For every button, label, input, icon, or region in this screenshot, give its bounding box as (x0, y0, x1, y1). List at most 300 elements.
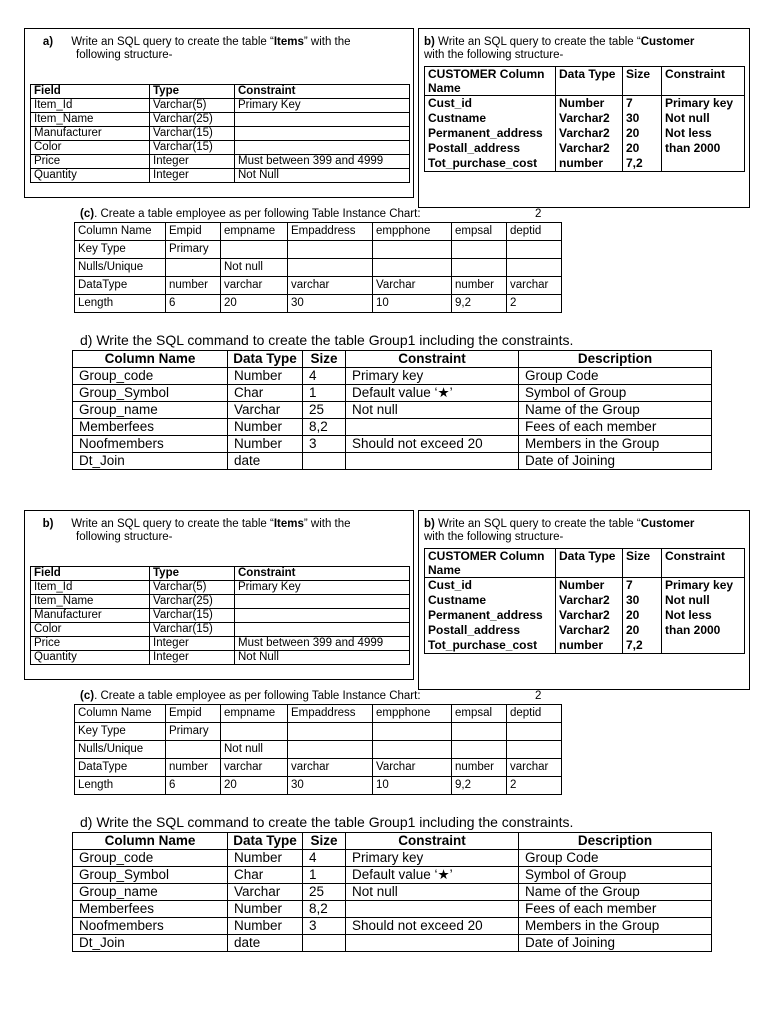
table-cell: Date of Joining (519, 453, 712, 470)
table-cell: 8,2 (303, 901, 346, 918)
header-cell: Constraint (346, 351, 519, 368)
table-cell: Varchar2 (556, 623, 623, 638)
employee-question-text: (c). Create a table employee as per following Table Instance Chart: 2 (80, 690, 542, 702)
table-cell: Varchar2 (556, 593, 623, 608)
items-question-text: a) Write an SQL query to create the table “Items” with the following structure- (28, 36, 413, 62)
table-row (75, 741, 562, 759)
table-cell: Not null (662, 593, 745, 608)
table-row (31, 651, 410, 665)
question-label: b) (42, 518, 54, 530)
table-cell: Primary (166, 241, 221, 259)
header-cell: Constraint (662, 549, 745, 578)
table-cell: Manufacturer (31, 609, 150, 623)
table-cell: empsal (452, 223, 507, 241)
header-cell: Size (623, 549, 662, 578)
table-cell: 7 (623, 96, 662, 112)
table-cell: Memberfees (73, 419, 228, 436)
table-cell: Not null (221, 259, 288, 277)
table-cell: Manufacturer (31, 127, 150, 141)
table-cell: 2 (507, 295, 562, 313)
table-cell: varchar (288, 759, 373, 777)
table-cell (346, 901, 519, 918)
table-row (73, 453, 712, 470)
table-cell: Dt_Join (73, 453, 228, 470)
table-cell: 20 (221, 777, 288, 795)
table-cell: Varchar2 (556, 141, 623, 156)
table-header-row (31, 85, 410, 99)
table-cell: 6 (166, 295, 221, 313)
table-row (425, 593, 745, 608)
table-cell: Number (228, 850, 303, 867)
table-cell: empphone (373, 705, 452, 723)
question-block-2 (0, 510, 768, 1006)
table-cell: 20 (623, 126, 662, 141)
table-cell: Varchar (228, 402, 303, 419)
customer-question-text: b) Write an SQL query to create the table “Customer with the following structure- (424, 36, 695, 61)
table-cell (166, 741, 221, 759)
table-cell: Empid (166, 705, 221, 723)
table-cell: varchar (288, 277, 373, 295)
table-cell: Fees of each member (519, 901, 712, 918)
table-cell: Memberfees (73, 901, 228, 918)
table-cell: Number (228, 368, 303, 385)
header-cell: Field (31, 567, 150, 581)
table-cell: number (166, 277, 221, 295)
header-cell: Size (623, 67, 662, 96)
header-cell: Type (150, 85, 235, 99)
group-question-text: d) Write the SQL command to create the table Group1 including the constraints. (80, 332, 574, 348)
items-table (30, 566, 410, 665)
table-cell: 25 (303, 884, 346, 901)
header-cell: Constraint (235, 567, 410, 581)
table-cell: Name of the Group (519, 402, 712, 419)
table-cell (373, 259, 452, 277)
table-row (425, 156, 745, 172)
table-cell: than 2000 (662, 141, 745, 156)
table-header-row (73, 833, 712, 850)
table-cell: Empaddress (288, 705, 373, 723)
table-cell (288, 741, 373, 759)
table-cell: Color (31, 141, 150, 155)
header-cell: Column Name (73, 833, 228, 850)
table-cell: Column Name (75, 223, 166, 241)
table-cell: Permanent_address (425, 608, 556, 623)
table-cell: Nulls/Unique (75, 741, 166, 759)
table-cell: Group_name (73, 884, 228, 901)
table-row (73, 901, 712, 918)
table-header-row (31, 567, 410, 581)
employee-question-text: (c). Create a table employee as per following Table Instance Chart: 2 (80, 208, 542, 220)
table-cell: Varchar2 (556, 111, 623, 126)
table-cell: Key Type (75, 241, 166, 259)
table-cell: Integer (150, 169, 235, 183)
table-cell: date (228, 453, 303, 470)
header-cell: Description (519, 833, 712, 850)
header-cell: CUSTOMER Column Name (425, 549, 556, 578)
table-cell: 7,2 (623, 638, 662, 654)
table-header-row (425, 549, 745, 578)
table-cell: Cust_id (425, 578, 556, 594)
table-cell: Number (228, 901, 303, 918)
header-cell: Data Type (228, 351, 303, 368)
table-cell: Primary key (346, 850, 519, 867)
header-cell: Field (31, 85, 150, 99)
table-cell: 9,2 (452, 777, 507, 795)
table-cell (373, 723, 452, 741)
table-cell: Name of the Group (519, 884, 712, 901)
table-cell: 20 (221, 295, 288, 313)
table-cell: Primary key (662, 578, 745, 594)
table-row (425, 111, 745, 126)
table-cell: Postall_address (425, 623, 556, 638)
table-cell: Group Code (519, 850, 712, 867)
customer-table (424, 66, 745, 172)
table-row (73, 419, 712, 436)
table-cell: Must between 399 and 4999 (235, 155, 410, 169)
table-row (425, 578, 745, 594)
marks-label: 2 (535, 208, 542, 220)
table-cell: 7 (623, 578, 662, 594)
table-cell: Noofmembers (73, 918, 228, 935)
table-cell: 20 (623, 623, 662, 638)
table-cell: 20 (623, 608, 662, 623)
table-cell: deptid (507, 223, 562, 241)
header-cell: Data Type (556, 549, 623, 578)
question-label: a) (42, 36, 54, 48)
table-cell: Group Code (519, 368, 712, 385)
table-header-row (425, 67, 745, 96)
table-cell: Price (31, 637, 150, 651)
table-cell: Default value ‘★’ (346, 867, 519, 884)
table-cell: Item_Name (31, 113, 150, 127)
table-cell: Noofmembers (73, 436, 228, 453)
table-cell: Custname (425, 111, 556, 126)
table-cell: Char (228, 867, 303, 884)
table-row (31, 623, 410, 637)
table-cell: 30 (288, 295, 373, 313)
table-cell (346, 453, 519, 470)
header-cell: Data Type (556, 67, 623, 96)
table-cell: Integer (150, 637, 235, 651)
table-cell (452, 241, 507, 259)
table-cell: empname (221, 223, 288, 241)
table-cell: Item_Id (31, 581, 150, 595)
table-row (425, 126, 745, 141)
table-cell: 20 (623, 141, 662, 156)
table-cell: empphone (373, 223, 452, 241)
table-cell: Group_Symbol (73, 867, 228, 884)
table-cell: Varchar(25) (150, 113, 235, 127)
table-cell: 7,2 (623, 156, 662, 172)
table-cell: empsal (452, 705, 507, 723)
table-row (75, 295, 562, 313)
table-row (73, 436, 712, 453)
table-row (75, 723, 562, 741)
table-cell: 8,2 (303, 419, 346, 436)
table-header-row (73, 351, 712, 368)
table-row (73, 402, 712, 419)
table-cell: Varchar (373, 277, 452, 295)
table-cell: 2 (507, 777, 562, 795)
table-cell (235, 609, 410, 623)
employee-table (74, 222, 562, 313)
table-row (31, 99, 410, 113)
table-header-row (75, 705, 562, 723)
table-cell: Primary (166, 723, 221, 741)
table-cell: Key Type (75, 723, 166, 741)
table-cell: Cust_id (425, 96, 556, 112)
header-cell: CUSTOMER Column Name (425, 67, 556, 96)
question-block-1 (0, 28, 768, 524)
table-cell: DataType (75, 277, 166, 295)
table-cell: Nulls/Unique (75, 259, 166, 277)
table-row (75, 759, 562, 777)
header-cell: Type (150, 567, 235, 581)
table-row (73, 935, 712, 952)
table-cell: deptid (507, 705, 562, 723)
table-cell: Group_Symbol (73, 385, 228, 402)
table-cell (507, 723, 562, 741)
table-cell: 10 (373, 777, 452, 795)
customer-table (424, 548, 745, 654)
table-cell: Not null (221, 741, 288, 759)
table-cell: Integer (150, 155, 235, 169)
table-row (73, 867, 712, 884)
table-cell: Tot_purchase_cost (425, 638, 556, 654)
table-row (31, 609, 410, 623)
table-cell: Varchar (373, 759, 452, 777)
header-cell: Data Type (228, 833, 303, 850)
table-cell: Primary key (662, 96, 745, 112)
table-cell: Item_Id (31, 99, 150, 113)
table-cell: Number (228, 918, 303, 935)
table-cell: 10 (373, 295, 452, 313)
table-row (425, 623, 745, 638)
table-cell: Number (228, 419, 303, 436)
table-cell: Column Name (75, 705, 166, 723)
table-cell (235, 595, 410, 609)
table-cell: number (166, 759, 221, 777)
header-cell: Constraint (235, 85, 410, 99)
table-cell: Quantity (31, 651, 150, 665)
table-cell: Group_code (73, 850, 228, 867)
employee-table (74, 704, 562, 795)
table-cell: Permanent_address (425, 126, 556, 141)
table-cell: Varchar (228, 884, 303, 901)
table-cell: Not null (346, 402, 519, 419)
table-cell: Integer (150, 651, 235, 665)
table-cell: varchar (221, 277, 288, 295)
table-cell (346, 935, 519, 952)
table-cell: 3 (303, 436, 346, 453)
table-cell: 30 (288, 777, 373, 795)
table-cell: Should not exceed 20 (346, 918, 519, 935)
table-cell: Varchar(25) (150, 595, 235, 609)
group-table (72, 350, 712, 470)
table-row (31, 169, 410, 183)
table-cell: 1 (303, 385, 346, 402)
group-question-text: d) Write the SQL command to create the table Group1 including the constraints. (80, 814, 574, 830)
table-row (73, 368, 712, 385)
items-question-text: b) Write an SQL query to create the table “Items” with the following structure- (28, 518, 413, 544)
table-row (73, 884, 712, 901)
table-cell (235, 141, 410, 155)
table-cell: Empid (166, 223, 221, 241)
table-cell (662, 638, 745, 654)
table-row (31, 637, 410, 651)
table-row (31, 595, 410, 609)
table-cell (452, 259, 507, 277)
table-cell: Custname (425, 593, 556, 608)
table-row (73, 850, 712, 867)
header-cell: Description (519, 351, 712, 368)
table-cell (235, 127, 410, 141)
marks-label: 2 (535, 690, 542, 702)
table-cell: varchar (221, 759, 288, 777)
table-cell (452, 723, 507, 741)
customer-question-text: b) Write an SQL query to create the table “Customer with the following structure- (424, 518, 695, 543)
table-row (73, 918, 712, 935)
table-cell: number (452, 277, 507, 295)
table-cell (288, 723, 373, 741)
table-cell: 9,2 (452, 295, 507, 313)
table-cell: Varchar(5) (150, 99, 235, 113)
table-cell: varchar (507, 277, 562, 295)
table-cell (507, 259, 562, 277)
table-cell: Tot_purchase_cost (425, 156, 556, 172)
table-row (31, 581, 410, 595)
table-cell: Not less (662, 126, 745, 141)
table-row (75, 777, 562, 795)
table-cell: Postall_address (425, 141, 556, 156)
table-cell: empname (221, 705, 288, 723)
table-cell: Members in the Group (519, 918, 712, 935)
table-cell: 1 (303, 867, 346, 884)
table-cell: Varchar2 (556, 608, 623, 623)
table-cell (166, 259, 221, 277)
header-cell: Constraint (662, 67, 745, 96)
table-cell: Must between 399 and 4999 (235, 637, 410, 651)
table-cell: Varchar(15) (150, 623, 235, 637)
table-cell: Varchar(15) (150, 141, 235, 155)
table-cell: 30 (623, 111, 662, 126)
table-cell: Varchar(15) (150, 609, 235, 623)
table-row (425, 638, 745, 654)
table-cell: Color (31, 623, 150, 637)
table-row (75, 259, 562, 277)
table-row (425, 608, 745, 623)
table-cell: Primary Key (235, 99, 410, 113)
header-cell: Size (303, 833, 346, 850)
table-cell: Members in the Group (519, 436, 712, 453)
table-cell: number (556, 156, 623, 172)
table-row (75, 241, 562, 259)
table-row (31, 113, 410, 127)
table-row (31, 127, 410, 141)
table-cell (288, 259, 373, 277)
table-cell: 3 (303, 918, 346, 935)
table-cell: Symbol of Group (519, 867, 712, 884)
table-cell: Not Null (235, 651, 410, 665)
table-cell: number (556, 638, 623, 654)
header-cell: Column Name (73, 351, 228, 368)
table-cell: 25 (303, 402, 346, 419)
table-cell: than 2000 (662, 623, 745, 638)
table-cell: Not less (662, 608, 745, 623)
table-cell: 4 (303, 850, 346, 867)
table-cell (452, 741, 507, 759)
table-cell: number (452, 759, 507, 777)
table-cell (235, 623, 410, 637)
table-row (425, 96, 745, 112)
table-cell (221, 241, 288, 259)
table-cell: Primary key (346, 368, 519, 385)
table-cell: varchar (507, 759, 562, 777)
table-cell (221, 723, 288, 741)
header-cell: Size (303, 351, 346, 368)
table-header-row (75, 223, 562, 241)
table-row (31, 155, 410, 169)
table-cell: Not null (662, 111, 745, 126)
table-cell: Number (228, 436, 303, 453)
table-cell: Varchar2 (556, 126, 623, 141)
table-cell: Not null (346, 884, 519, 901)
table-row (73, 385, 712, 402)
table-cell: date (228, 935, 303, 952)
table-cell (346, 419, 519, 436)
table-cell: 30 (623, 593, 662, 608)
group-table (72, 832, 712, 952)
table-cell (235, 113, 410, 127)
header-cell: Constraint (346, 833, 519, 850)
table-cell: Group_code (73, 368, 228, 385)
table-cell (303, 453, 346, 470)
table-cell: Date of Joining (519, 935, 712, 952)
table-cell: Item_Name (31, 595, 150, 609)
table-cell: Price (31, 155, 150, 169)
table-cell: Not Null (235, 169, 410, 183)
table-cell: Quantity (31, 169, 150, 183)
table-row (31, 141, 410, 155)
table-cell: Number (556, 578, 623, 594)
table-cell: Number (556, 96, 623, 112)
table-cell: Varchar(15) (150, 127, 235, 141)
table-cell: Default value ‘★’ (346, 385, 519, 402)
table-cell: Group_name (73, 402, 228, 419)
table-row (425, 141, 745, 156)
table-cell (303, 935, 346, 952)
table-row (75, 277, 562, 295)
table-cell (373, 241, 452, 259)
table-cell: 6 (166, 777, 221, 795)
table-cell (662, 156, 745, 172)
table-cell: Symbol of Group (519, 385, 712, 402)
table-cell: Char (228, 385, 303, 402)
table-cell: Fees of each member (519, 419, 712, 436)
table-cell (507, 241, 562, 259)
table-cell: Primary Key (235, 581, 410, 595)
table-cell (507, 741, 562, 759)
table-cell: Should not exceed 20 (346, 436, 519, 453)
table-cell: Length (75, 777, 166, 795)
table-cell: Length (75, 295, 166, 313)
table-cell: Empaddress (288, 223, 373, 241)
table-cell: DataType (75, 759, 166, 777)
items-table (30, 84, 410, 183)
table-cell: Dt_Join (73, 935, 228, 952)
table-cell: 4 (303, 368, 346, 385)
table-cell (288, 241, 373, 259)
